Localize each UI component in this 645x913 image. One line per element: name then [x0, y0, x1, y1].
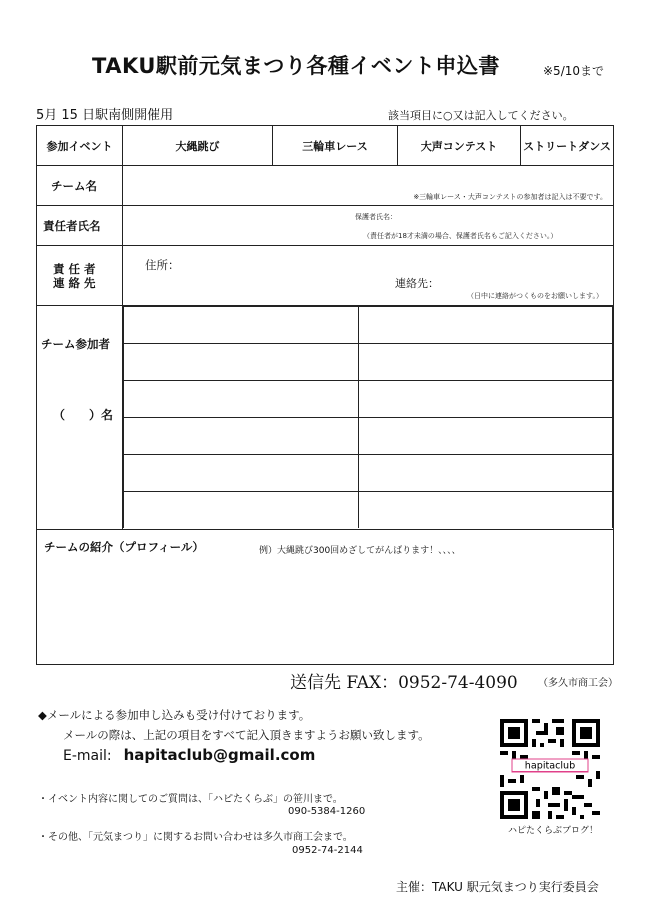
send-org: （多久市商工会）	[538, 678, 618, 689]
leader-label: 責任者氏名	[43, 218, 101, 233]
member-field[interactable]	[359, 418, 613, 455]
team-name-label: チーム名	[51, 178, 97, 193]
phone-note: （日中に連絡がつくものをお願いします。）	[467, 292, 603, 300]
application-form	[36, 125, 614, 665]
email-intro-line: ◆メールによる参加申し込みも受け付けております。	[38, 708, 311, 722]
email-line	[63, 746, 315, 764]
leader-row	[37, 206, 614, 246]
address-label: 住所：	[145, 258, 180, 272]
team-name-field[interactable]	[123, 166, 614, 206]
event-label: 参加イベント	[37, 126, 123, 166]
contact-label: 責 任 者 連 絡 先	[53, 261, 96, 290]
member-field[interactable]	[359, 344, 613, 381]
members-grid	[123, 306, 613, 528]
intro-field[interactable]	[37, 530, 614, 665]
member-field[interactable]	[359, 307, 613, 344]
member-field[interactable]	[124, 455, 359, 492]
event-option-shout[interactable]: 大声コンテスト	[398, 126, 521, 166]
guardian-note: （責任者が18才未満の場合、保護者氏名もご記入ください。）	[363, 232, 558, 240]
deadline-note: ※5/10まで	[543, 64, 605, 78]
team-name-row	[37, 166, 614, 206]
member-field[interactable]	[359, 492, 613, 529]
members-label: チーム参加者	[41, 337, 110, 351]
contact-phone-2: 0952-74-2144	[292, 845, 363, 856]
intro-example: 例）大縄跳び300回めざしてがんばります！、、、、	[259, 546, 461, 556]
contact-note-2: ・その他、「元気まつり」に関するお問い合わせは多久市商工会まで。	[38, 832, 353, 843]
instruction-note: 該当項目に○又は記入してください。	[388, 109, 574, 122]
send-fax: 送信先 FAX：0952-74-4090	[290, 673, 518, 693]
members-row	[37, 306, 614, 530]
contact-note-1: ・イベント内容に関してのご質問は、「ハピたくらぶ」の笹川まで。	[38, 794, 343, 805]
member-field[interactable]	[359, 455, 613, 492]
member-field[interactable]	[124, 418, 359, 455]
contact-field[interactable]	[123, 246, 614, 306]
venue-note: 5月 15 日駅南側開催用	[36, 108, 174, 123]
member-field[interactable]	[124, 381, 359, 418]
member-field[interactable]	[124, 307, 359, 344]
event-row	[37, 126, 614, 166]
members-count: （ ）名	[53, 408, 114, 422]
event-option-tricycle[interactable]: 三輪車レース	[273, 126, 398, 166]
guardian-label: 保護者氏名：	[355, 213, 397, 221]
team-name-note: ※三輪車レース・大声コンテストの参加者は記入は不要です。	[413, 193, 607, 201]
leader-field[interactable]	[123, 206, 614, 246]
form-title: TAKU駅前元気まつり各種イベント申込書	[92, 54, 500, 78]
phone-label: 連絡先：	[395, 277, 439, 290]
member-field[interactable]	[359, 381, 613, 418]
qr-label: hapitaclub	[524, 760, 576, 772]
email-label: E-mail:	[63, 748, 112, 764]
qr-caption: ハピたくらぶブログ！	[508, 826, 599, 836]
email-instruction-line: メールの際は、上記の項目をすべて記入頂きますようお願い致します。	[63, 728, 430, 742]
intro-label: チームの紹介（プロフィール）	[44, 540, 204, 554]
event-option-jumprope[interactable]: 大縄跳び	[123, 126, 273, 166]
member-field[interactable]	[124, 492, 359, 529]
contact-row	[37, 246, 614, 306]
intro-row	[37, 530, 614, 665]
qr-code-icon[interactable]	[500, 719, 600, 819]
host-organizer: 主催：TAKU 駅元気まつり実行委員会	[396, 880, 599, 894]
member-field[interactable]	[124, 344, 359, 381]
contact-phone-1: 090-5384-1260	[288, 806, 366, 817]
email-address[interactable]: hapitaclub@gmail.com	[123, 746, 316, 764]
event-option-dance[interactable]: ストリートダンス	[521, 126, 614, 166]
